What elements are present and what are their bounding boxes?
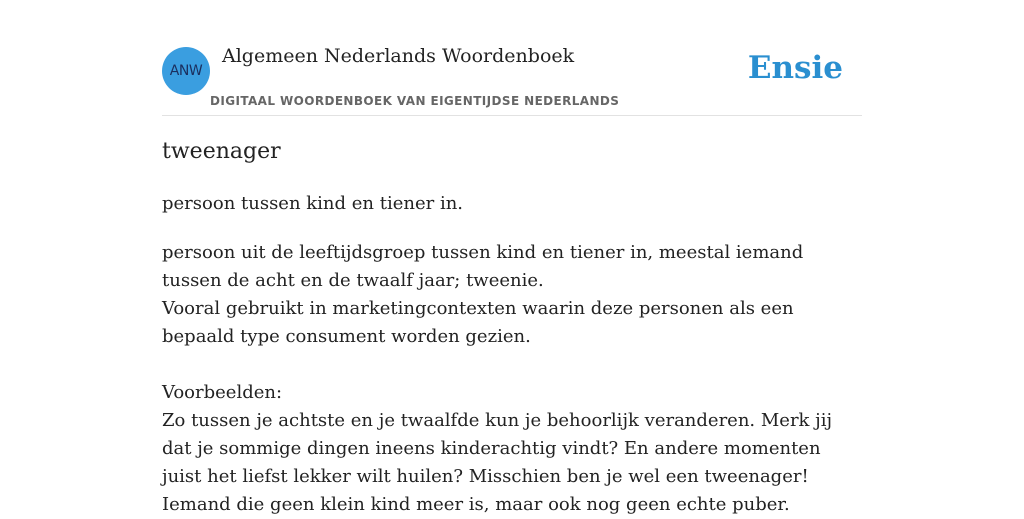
examples-label: Voorbeelden: — [162, 382, 283, 403]
entry-definition: persoon uit de leeftijdsgroep tussen kind en tiener in, meestal iemand tussen de acht en de twaalf jaar; tweenie. — [162, 242, 804, 291]
entry-body — [162, 239, 862, 519]
site-subtitle: DIGITAAL WOORDENBOEK VAN EIGENTIJDSE NEDERLANDS — [210, 94, 620, 108]
header-divider — [162, 115, 862, 116]
example-text: Zo tussen je achtste en je twaalfde kun je behoorlijk veranderen. Merk jij dat je sommige dingen ineens kinderachtig vindt? En andere momenten juist het liefst lekker wilt huilen? Misschien ben je wel een tweenager! Iemand die geen klein kind meer is, maar ook nog geen echte puber. — [162, 410, 833, 515]
anw-logo[interactable]: ANW — [162, 47, 210, 95]
entry-short-definition: persoon tussen kind en tiener in. — [162, 193, 464, 214]
page — [162, 0, 862, 515]
ensie-brand-logo[interactable]: Ensie — [747, 50, 843, 86]
entry-usage-note: Vooral gebruikt in marketingcontexten waarin deze personen als een bepaald type consument worden gezien. — [162, 298, 794, 347]
spacer — [162, 351, 862, 379]
entry-headword: tweenager — [162, 139, 281, 164]
site-title[interactable]: Algemeen Nederlands Woordenboek — [222, 45, 575, 67]
